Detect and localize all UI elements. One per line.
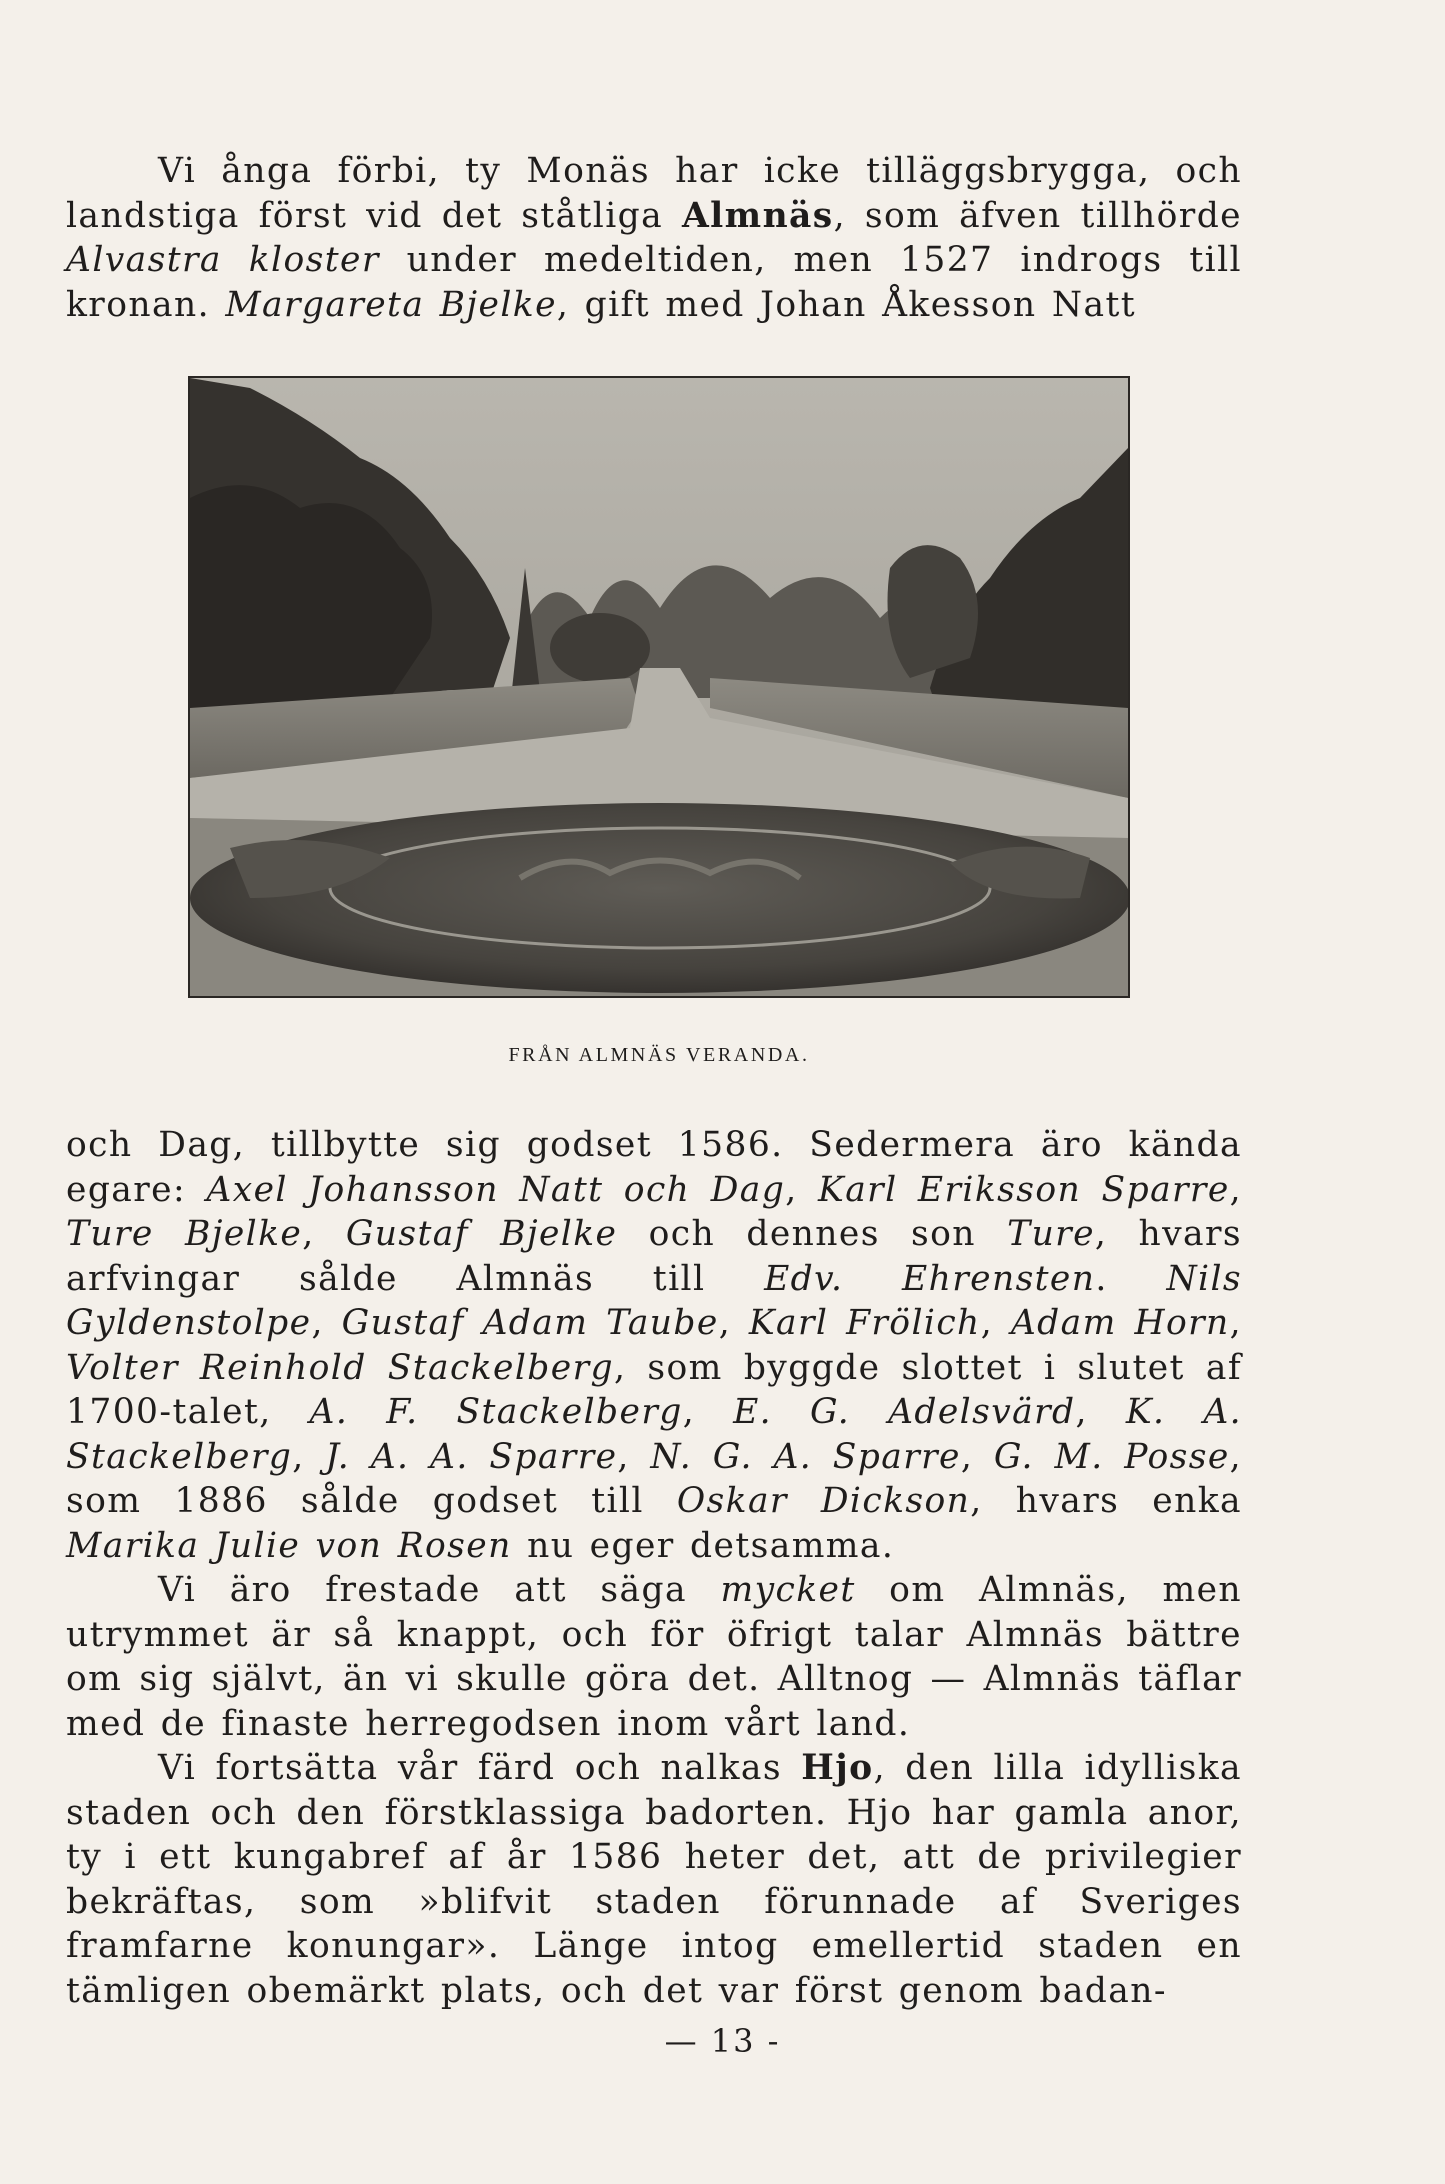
text-run: , — [785, 1169, 819, 1210]
text-run: . — [1095, 1258, 1167, 1299]
garden-photograph — [188, 376, 1130, 998]
text-run: Vi fortsätta vår färd och nalkas — [158, 1748, 802, 1788]
owner-name: G. M. Posse — [993, 1436, 1230, 1477]
place-name-hjo: Hjo — [801, 1748, 874, 1788]
text-run: Vi äro frestade att säga — [158, 1570, 721, 1610]
page-number: — 13 - — [664, 2022, 781, 2060]
italic-margareta: Margareta Bjelke — [225, 284, 557, 325]
text-run: , — [1229, 1169, 1243, 1210]
paragraph-praise — [66, 1568, 1242, 1746]
text-block-top — [66, 149, 1242, 327]
text-run: , gift med Johan Åkesson Natt — [556, 284, 1136, 325]
text-run: nu eger detsamma. — [511, 1525, 895, 1566]
owner-name: Oskar Dickson — [676, 1481, 971, 1521]
text-run: , — [980, 1303, 1011, 1343]
owner-name: N. G. A. Sparre — [650, 1436, 961, 1477]
text-run: , som byggde slottet i slutet af 1700-talet, — [66, 1347, 1242, 1432]
paragraph-owners — [66, 1123, 1242, 1568]
owner-name: Gustaf Adam Taube — [341, 1303, 719, 1343]
place-name-almnas: Almnäs — [681, 195, 834, 236]
photo-caption: FRÅN ALMNÄS VERANDA. — [508, 1044, 810, 1066]
italic-mycket: mycket — [720, 1570, 856, 1610]
owner-name: K. A. Stackelberg — [66, 1392, 1243, 1477]
owner-name: J. A. A. Sparre — [325, 1436, 618, 1477]
owner-name: Karl Frölich — [748, 1303, 981, 1343]
owner-name: Adam Horn — [1010, 1303, 1230, 1343]
text-run: Vi ånga förbi, ty Monäs har icke tilläggsbrygga, och landstiga först vid det ståtliga — [66, 151, 1242, 236]
owner-name: Volter Reinhold Stackelberg — [66, 1347, 614, 1388]
text-block-bottom — [66, 1123, 1242, 2013]
text-run: , — [718, 1303, 749, 1343]
text-run: under medeltiden, men 1527 indrogs till kronan. — [66, 240, 1242, 325]
text-run: , — [682, 1392, 734, 1432]
text-run: , — [302, 1214, 346, 1254]
owner-name: Ture Bjelke — [66, 1214, 303, 1254]
owner-name: Karl Eriksson Sparre — [818, 1169, 1230, 1210]
owner-name: A. F. Stackelberg — [309, 1392, 683, 1432]
text-run: , den lilla idylliska staden och den förstklassiga badorten. Hjo har gamla anor, ty i ett kungabref af år 1586 heter det, att de privilegier bekräftas, som »blifvit staden förunnade af Sveriges framfarne konungar». Länge intog emellertid staden en tämligen obemärkt plats, och det var först genom badan- — [66, 1748, 1242, 2011]
garden-photo-image — [190, 378, 1128, 996]
text-run: , — [960, 1436, 994, 1477]
text-run: , som äfven tillhörde — [833, 195, 1242, 236]
italic-alvastra: Alvastra kloster — [66, 240, 380, 280]
owner-name: Marika Julie von Rosen — [66, 1525, 512, 1566]
owner-name: Axel Johansson Natt och Dag — [206, 1169, 786, 1210]
text-run: och dennes son — [617, 1214, 1008, 1254]
text-run: , som 1886 sålde godset till — [66, 1436, 1243, 1521]
owner-name: Nils Gyldenstolpe — [66, 1258, 1243, 1343]
text-run: , — [1075, 1392, 1126, 1432]
text-run: och Dag, tillbytte sig godset 1586. Sedermera äro kända egare: — [66, 1125, 1242, 1210]
paragraph-hjo — [66, 1746, 1242, 2013]
text-run: , hvars enka — [970, 1481, 1242, 1521]
text-run: , — [617, 1436, 651, 1477]
text-run: om Almnäs, men utrymmet är så knappt, och för öfrigt talar Almnäs bättre om sig självt, än vi skulle göra det. Alltnog — Almnäs täflar med de finaste herregodsen inom vårt land. — [66, 1570, 1243, 1744]
text-run: , — [1229, 1303, 1242, 1343]
text-run: , hvars arfvingar sålde Almnäs till — [66, 1214, 1242, 1299]
text-run: , — [311, 1303, 342, 1343]
paragraph-monas — [66, 149, 1242, 327]
text-run: , — [292, 1436, 326, 1477]
owner-name: Edv. Ehrensten — [764, 1258, 1096, 1299]
owner-name: Gustaf Bjelke — [345, 1214, 618, 1254]
owner-name: Ture — [1007, 1214, 1095, 1254]
owner-name: E. G. Adelsvärd — [733, 1392, 1076, 1432]
